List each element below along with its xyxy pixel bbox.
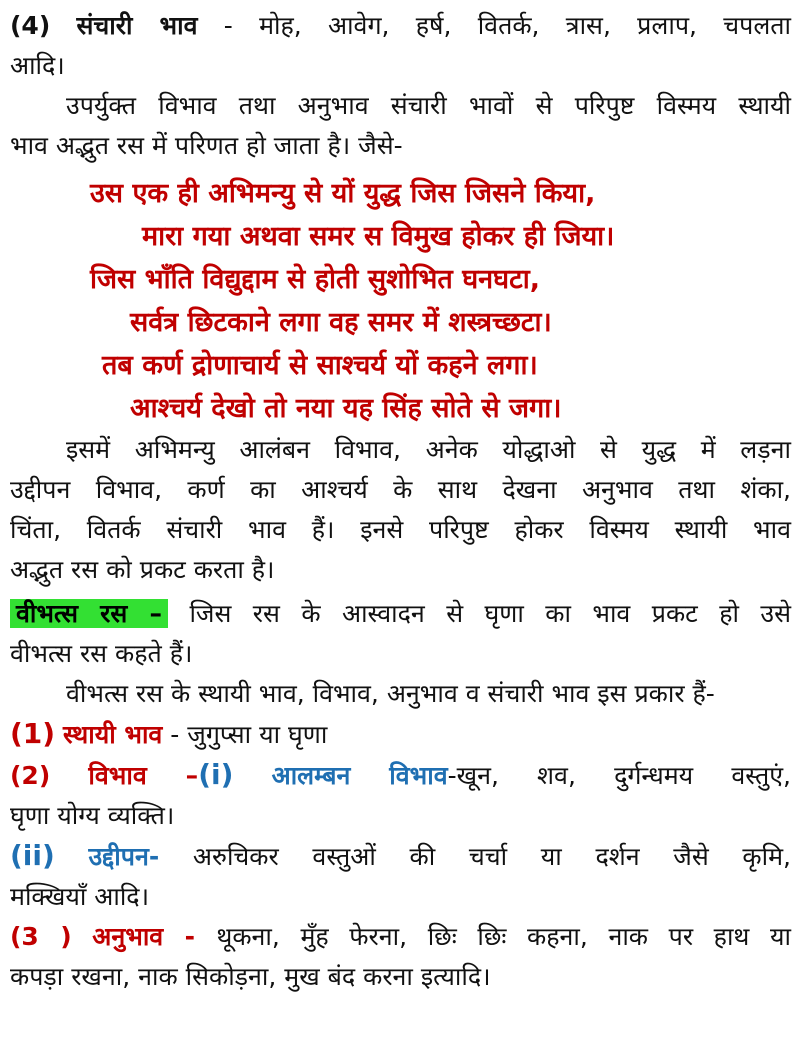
item1-dash: -	[162, 720, 188, 749]
section4-num: (4)	[10, 11, 51, 40]
item3-title: अनुभाव	[92, 922, 164, 951]
item2b-num: (ii)	[10, 839, 55, 872]
para1-line2: भाव अद्भुत रस में परिणत हो जाता है। जैसे-	[10, 131, 403, 160]
vibhats-line1	[10, 594, 791, 634]
poem-line: तब कर्ण द्रोणाचार्य से साश्चर्य यों कहने लगा।	[102, 350, 538, 381]
section4-line	[10, 6, 791, 46]
item2-cont: घृणा योग्य व्यक्ति।	[10, 801, 175, 830]
poem-line: जिस भाँति विद्युद्दाम से होती सुशोभित घनघटा,	[90, 264, 540, 295]
item1-text: जुगुप्सा या घृणा	[187, 720, 328, 749]
vibhats-text: जिस रस के आस्वादन से घृणा का भाव प्रकट हो उसे	[189, 599, 791, 628]
item2-title: विभाव –	[88, 761, 199, 790]
section4-title: संचारी भाव	[76, 11, 198, 40]
item2-text: -खून, शव, दुर्गन्धमय वस्तुएं,	[447, 761, 791, 790]
item2b-title: उद्दीपन-	[88, 842, 160, 871]
item2b-cont: मक्खियाँ आदि।	[10, 882, 150, 911]
poem-line: मारा गया अथवा समर स विमुख होकर ही जिया।	[142, 221, 615, 252]
item2-line	[10, 755, 791, 796]
para2-line4: अद्भुत रस को प्रकट करता है।	[10, 555, 275, 584]
para2-line3: चिंता, वितर्क संचारी भाव हैं। इनसे परिपुष्ट होकर विस्मय स्थायी भाव	[10, 515, 791, 544]
item1-line	[10, 714, 791, 755]
vibhats-line2: वीभत्स रस कहते हैं।	[10, 639, 193, 668]
item3-line	[10, 917, 791, 957]
poem-block	[10, 172, 791, 430]
section4-dash: -	[197, 11, 260, 40]
item2b-text: अरुचिकर वस्तुओं की चर्चा या दर्शन जैसे कृमि,	[192, 842, 791, 871]
section4-cont: आदि।	[10, 51, 65, 80]
item3-cont: कपड़ा रखना, नाक सिकोड़ना, मुख बंद करना इत्यादि।	[10, 962, 491, 991]
item2b-line	[10, 836, 791, 877]
item1-title: स्थायी भाव	[63, 720, 163, 749]
para2-line1: इसमें अभिमन्यु आलंबन विभाव, अनेक योद्धाओ से युद्ध में लड़ना	[66, 435, 791, 464]
vibhats-intro: वीभत्स रस के स्थायी भाव, विभाव, अनुभाव व संचारी भाव इस प्रकार हैं-	[66, 679, 715, 708]
item3-text: थूकना, मुँह फेरना, छिः छिः कहना, नाक पर हाथ या	[216, 922, 791, 951]
para2-line2: उद्दीपन विभाव, कर्ण का आश्चर्य के साथ देखना अनुभाव तथा शंका,	[10, 475, 791, 504]
section4-text: मोह, आवेग, हर्ष, वितर्क, त्रास, प्रलाप, चपलता	[259, 11, 791, 40]
poem-line: उस एक ही अभिमन्यु से यों युद्ध जिस जिसने किया,	[90, 178, 596, 209]
item1-num: (1)	[10, 717, 56, 750]
poem-line: सर्वत्र छिटकाने लगा वह समर में शस्त्रच्छटा।	[130, 307, 552, 338]
vibhats-heading: वीभत्स रस –	[10, 599, 168, 628]
item3-dash: -	[163, 922, 217, 951]
item2-sub-num: (i)	[198, 758, 234, 791]
para1-line1: उपर्युक्त विभाव तथा अनुभाव संचारी भावों से परिपुष्ट विस्मय स्थायी	[66, 91, 791, 120]
item2-num: (2)	[10, 761, 51, 790]
item3-num: (3 )	[10, 922, 72, 951]
poem-line: आश्चर्य देखो तो नया यह सिंह सोते से जगा।	[130, 393, 562, 424]
item2-sub-title: आलम्बन विभाव	[271, 761, 448, 790]
